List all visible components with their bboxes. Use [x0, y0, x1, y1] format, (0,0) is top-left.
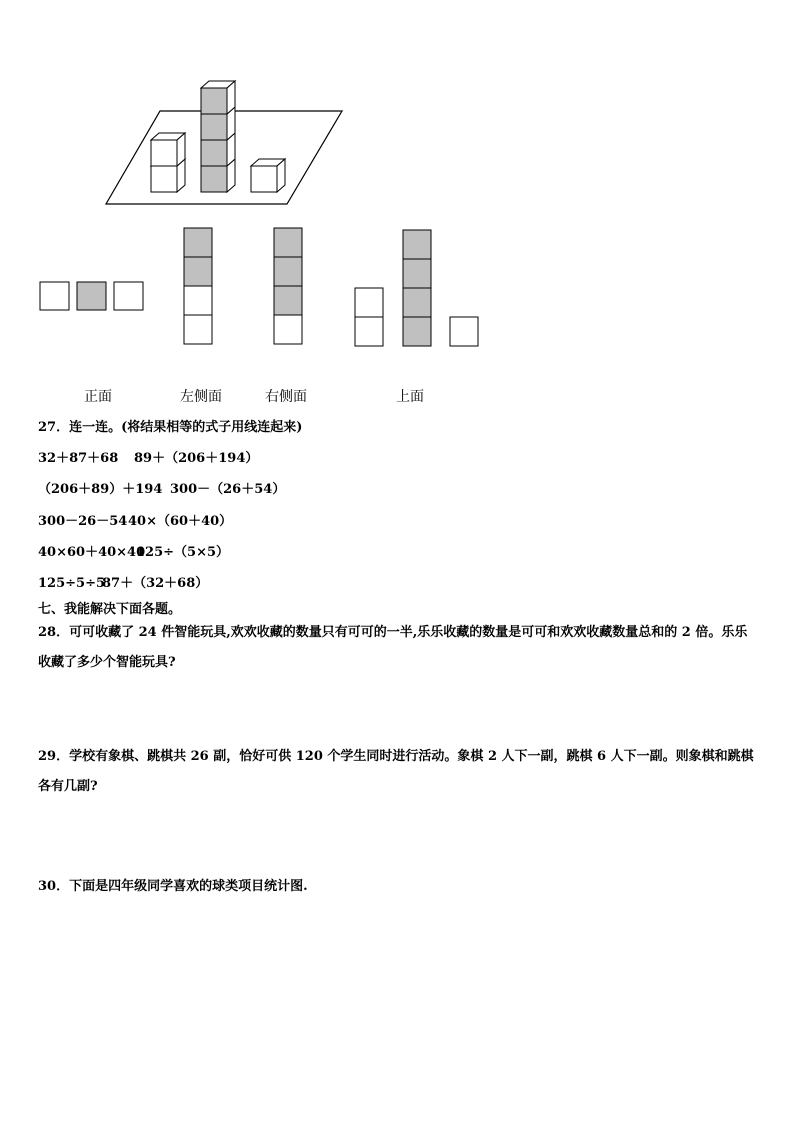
view-option-right-side: [274, 228, 302, 344]
cube-stack-left: [151, 133, 185, 192]
cube-views-figure: [0, 0, 794, 400]
view-option-left-side: [184, 228, 212, 344]
label-right-side: 右侧面: [265, 389, 307, 405]
label-top: 上面: [396, 389, 424, 405]
expr-left[interactable]: 125÷5÷5: [38, 576, 106, 591]
view-option-top: [355, 230, 478, 346]
view-option-front: [40, 282, 143, 310]
cube-stack-middle: [201, 81, 235, 192]
q30-text: 30．下面是四年级同学喜欢的球类项目统计图.: [38, 879, 308, 894]
expr-left[interactable]: 32＋87＋68: [38, 451, 119, 466]
cube-single-right: [251, 159, 285, 192]
expr-left[interactable]: 300－26－54: [38, 514, 128, 529]
q27-row-1: [38, 447, 258, 466]
expr-right[interactable]: 89＋（206＋194）: [134, 451, 259, 466]
q27-title: 27．连一连。(将结果相等的式子用线连起来): [38, 420, 303, 435]
expr-right[interactable]: 300－（26＋54）: [170, 482, 286, 497]
label-left-side: 左侧面: [180, 389, 222, 405]
expr-left[interactable]: 40×60＋40×40: [38, 545, 146, 560]
q27-row-4: [38, 541, 229, 560]
q27-row-2: [38, 478, 285, 497]
q27-row-5: [38, 572, 208, 591]
expr-right[interactable]: 87＋（32＋68）: [102, 576, 209, 591]
q28-text: 28．可可收藏了 24 件智能玩具,欢欢收藏的数量只有可可的一半,乐乐收藏的数量是可可和欢欢收藏数量总和的 2 倍。乐乐收藏了多少个智能玩具?: [38, 625, 748, 670]
q27-row-3: [38, 510, 232, 529]
section-7-title: 七、我能解决下面各题。: [38, 602, 182, 617]
expr-right[interactable]: 125÷（5×5）: [136, 545, 230, 560]
label-front: 正面: [84, 389, 112, 405]
q29-text: 29．学校有象棋、跳棋共 26 副，恰好可供 120 个学生同时进行活动。象棋 2 人下一副，跳棋 6 人下一副。则象棋和跳棋各有几副?: [38, 749, 754, 794]
expr-right[interactable]: 40×（60＋40）: [128, 514, 233, 529]
expr-left[interactable]: （206＋89）＋194: [38, 482, 163, 497]
